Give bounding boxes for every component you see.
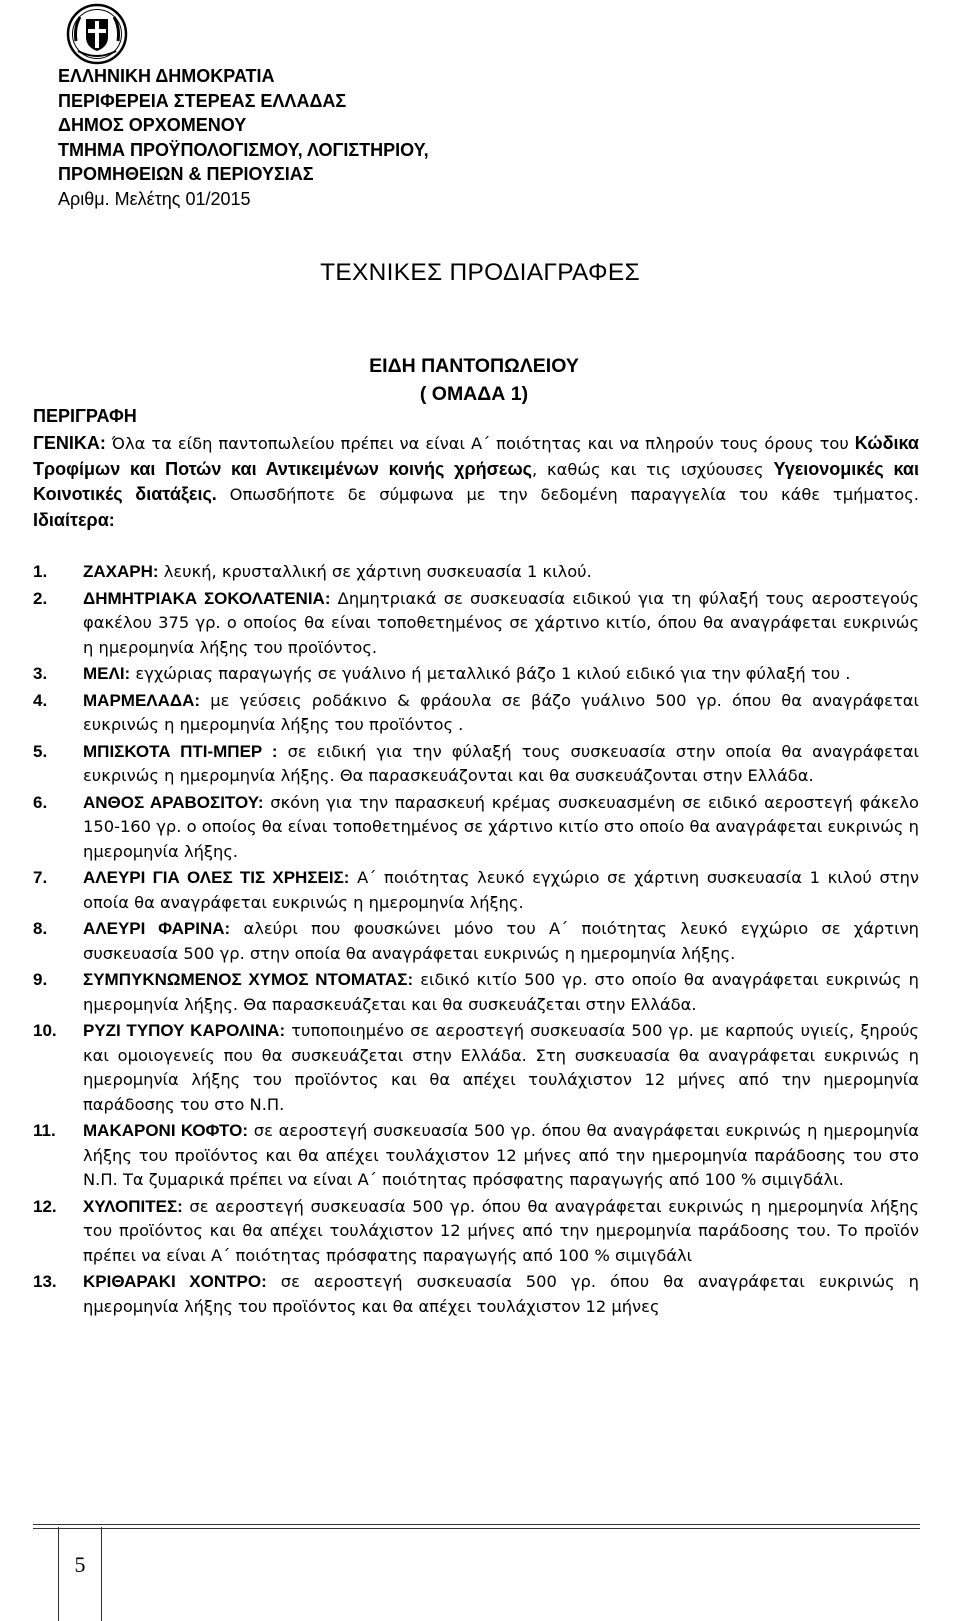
item-name: ΑΝΘΟΣ ΑΡΑΒΟΣΙΤΟΥ: — [83, 792, 264, 812]
item-text: σε ειδική για την φύλαξή τους συσκευασία στην οποία θα αναγράφεται ευκρινώς η ημερομηνία λήξης. Θα παρασκευάζονται και θα συσκευάζονται στην Ελλάδα. — [83, 741, 919, 785]
list-item — [33, 740, 919, 789]
list-item — [33, 689, 919, 738]
general-text: Όλα τα είδη παντοπωλείου πρέπει να είναι Α΄ ποιότητας και να πληρούν τους όρους του — [105, 434, 855, 453]
general-text: , καθώς και τις ισχύουσες — [532, 459, 774, 479]
item-number: 10. — [33, 1021, 57, 1040]
item-description — [83, 968, 919, 1017]
item-description — [83, 1019, 919, 1117]
list-item — [33, 791, 919, 865]
study-reference: Αριθμ. Μελέτης 01/2015 — [58, 188, 251, 209]
item-text: Α΄ ποιότητας λευκό εγχώριο σε χάρτινη συσκευασία 1 κιλού στην οποία θα αναγράφεται ευκρινώς η ημερομηνία λήξης. — [83, 868, 919, 912]
item-text: με γεύσεις ροδάκινο & φράουλα σε βάζο γυάλινο 500 γρ. όπου θα αναγράφεται ευκρινώς η ημερομηνία λήξης του προϊόντος . — [83, 690, 919, 734]
item-description — [83, 1270, 919, 1319]
document-title: ΤΕΧΝΙΚΕΣ ΠΡΟΔΙΑΓΡΑΦΕΣ — [320, 259, 640, 286]
item-name: ΜΠΙΣΚΟΤΑ ΠΤΙ-ΜΠΕΡ : — [83, 741, 278, 761]
item-number: 3. — [33, 664, 48, 683]
item-number: 1. — [33, 562, 48, 581]
list-item — [33, 968, 919, 1017]
product-list — [33, 560, 919, 1321]
item-text: ειδικό κιτίο 500 γρ. στο οποίο θα αναγράφεται ευκρινώς η ημερομηνία λήξης. Θα παρασκευάζεται και θα συσκευάζεται στην Ελλάδα. — [83, 970, 919, 1014]
general-text: Οπωσδήποτε δε σύμφωνα με την δεδομένη παραγγελία του κάθε τμήματος. — [216, 485, 919, 504]
item-name: ΜΕΛΙ: — [83, 664, 131, 683]
header-line: ΠΡΟΜΗΘΕΙΩΝ & ΠΕΡΙΟΥΣΙΑΣ — [58, 164, 314, 184]
item-description — [83, 560, 919, 585]
item-text: τυποποιημένο σε αεροστεγή συσκευασία 500 γρ. με καρπούς υγιείς, ξηρούς και ομοιογενείς που θα συσκευάζεται στην Ελλάδα. Στη συσκευασία θα αναγράφεται ευκρινώς η ημερομηνία λήξης του προϊόντος και θα απέχει τουλάχιστον 12 μήνες από την ημερομηνία παράδοσης του στο Ν.Π. — [83, 1021, 919, 1114]
general-label: ΓΕΝΙΚΑ: — [33, 433, 106, 453]
item-name: ΚΡΙΘΑΡΑΚΙ ΧΟΝΤΡΟ: — [83, 1272, 267, 1291]
item-text: σε αεροστεγή συσκευασία 500 γρ. όπου θα αναγράφεται ευκρινώς η ημερομηνία λήξης του προϊόντος και θα απέχει τουλάχιστον 12 μήνες από την ημερομηνία παράδοσης του στο Ν.Π. Τα ζυμαρικά πρέπει να είναι Α΄ ποιότητας πρόσφατης παραγωγής από 100 % σιμιγδάλι. — [83, 1121, 919, 1189]
item-number: 4. — [33, 690, 48, 710]
header-line: ΤΜΗΜΑ ΠΡΟΫΠΟΛΟΓΙΣΜΟΥ, ΛΟΓΙΣΤΗΡΙΟΥ, — [58, 139, 429, 160]
item-text: λευκή, κρυσταλλική σε χάρτινη συσκευασία 1 κιλού. — [158, 562, 592, 581]
item-name: ΡΥΖΙ ΤΥΠΟΥ ΚΑΡΟΛΙΝΑ: — [83, 1021, 286, 1040]
general-bold: Ιδιαίτερα: — [33, 509, 115, 530]
greek-state-emblem-icon — [66, 3, 128, 65]
header-line: ΔΗΜΟΣ ΟΡΧΟΜΕΝΟΥ — [58, 115, 247, 135]
header-line: ΠΕΡΙΦΕΡΕΙΑ ΣΤΕΡΕΑΣ ΕΛΛΑΔΑΣ — [58, 90, 347, 111]
item-description — [83, 791, 919, 865]
issuer-header — [58, 64, 429, 211]
item-text: σε αεροστεγή συσκευασία 500 γρ. όπου θα αναγράφεται ευκρινώς η ημερομηνία λήξης του προϊόντος και θα απέχει τουλάχιστον 12 μήνες — [83, 1272, 920, 1316]
item-name: ΧΥΛΟΠΙΤΕΣ: — [83, 1196, 183, 1216]
list-item — [33, 662, 919, 687]
item-number: 8. — [33, 919, 48, 938]
item-name: ΜΑΚΑΡΟΝΙ ΚΟΦΤΟ: — [83, 1121, 249, 1140]
category-subtitle — [334, 352, 614, 408]
general-paragraph — [33, 431, 919, 533]
item-name: ΑΛΕΥΡΙ ΦΑΡΙΝΑ: — [83, 919, 231, 938]
list-item — [33, 1270, 919, 1319]
item-name: ΑΛΕΥΡΙ ΓΙΑ ΟΛΕΣ ΤΙΣ ΧΡΗΣΕΙΣ: — [83, 868, 350, 887]
list-item — [33, 560, 919, 585]
list-item — [33, 1019, 919, 1117]
item-number: 7. — [33, 868, 48, 887]
item-text: εγχώριας παραγωγής σε γυάλινο ή μεταλλικό βάζο 1 κιλού ειδικό για την φύλαξή του . — [130, 664, 851, 683]
item-text: αλεύρι που φουσκώνει μόνο του Α΄ ποιότητας λευκό εγχώριο σε χάρτινη συσκευασία 500 γρ. στην οποία θα αναγράφεται ευκρινώς η ημερομηνία λήξης. — [83, 919, 919, 963]
item-description — [83, 740, 919, 789]
item-number: 12. — [33, 1196, 57, 1216]
item-number: 13. — [33, 1272, 57, 1291]
group-label: ( ΟΜΑΔΑ 1) — [419, 383, 529, 405]
item-name: ΔΗΜΗΤΡΙΑΚΑ ΣΟΚΟΛΑΤΕΝΙΑ: — [83, 588, 331, 608]
list-item — [33, 917, 919, 966]
item-description — [83, 917, 919, 966]
item-text: σε αεροστεγή συσκευασία 500 γρ. όπου θα αναγράφεται ευκρινώς η ημερομηνία λήξης του προϊόντος και θα απέχει τουλάχιστον 12 μήνες από την ημερομηνία παράδοσης του. Το προϊόν πρέπει να είναι Α΄ ποιότητας πρόσφατης παραγωγής από 100 % σιμιγδάλι — [83, 1196, 919, 1265]
header-line: ΕΛΛΗΝΙΚΗ ΔΗΜΟΚΡΑΤΙΑ — [58, 66, 275, 86]
list-item — [33, 866, 919, 915]
item-number: 2. — [33, 588, 48, 608]
item-description — [83, 662, 919, 687]
description-label: ΠΕΡΙΓΡΑΦΗ — [33, 406, 137, 426]
item-description — [83, 689, 919, 738]
item-text: σκόνη για την παρασκευή κρέμας συσκευασμένη σε ειδικό αεροστεγή φάκελο 150-160 γρ. ο οποίος θα είναι τοποθετημένος σε χάρτινο κιτίο στο οποίο θα αναγράφεται ευκρινώς η ημερομηνία λήξης. — [83, 792, 919, 861]
list-item — [33, 1195, 919, 1269]
page-number: 5 — [74, 1552, 86, 1577]
item-description — [83, 1195, 919, 1269]
item-name: ΖΑΧΑΡΗ: — [83, 562, 159, 581]
item-number: 5. — [33, 741, 48, 761]
item-number: 9. — [33, 970, 48, 989]
item-text: Δημητριακά σε συσκευασία ειδικού για τη φύλαξή τους αεροστεγούς φακέλου 375 γρ. ο οποίος θα είναι τοποθετημένος σε χάρτινο κιτίο, όπου θα αναγράφεται ευκρινώς η ημερομηνία λήξης του προϊόντος. — [83, 588, 919, 657]
item-description — [83, 1119, 919, 1193]
general-bold: Κώδικα Τροφίμων και Ποτών και Αντικειμένων κοινής χρήσεως — [33, 433, 919, 479]
item-number: 11. — [33, 1121, 56, 1140]
list-item — [33, 1119, 919, 1193]
category-name: ΕΙΔΗ ΠΑΝΤΟΠΩΛΕΙΟΥ — [369, 355, 579, 377]
footer-divider — [33, 1524, 920, 1529]
item-description — [83, 587, 919, 661]
general-bold: Υγειονομικές και Κοινοτικές διατάξεις. — [33, 458, 919, 504]
item-number: 6. — [33, 792, 48, 812]
item-description — [83, 866, 919, 915]
item-name: ΜΑΡΜΕΛΑΔΑ: — [83, 690, 201, 710]
item-name: ΣΥΜΠΥΚΝΩΜΕΝΟΣ ΧΥΜΟΣ ΝΤΟΜΑΤΑΣ: — [83, 970, 414, 989]
list-item — [33, 587, 919, 661]
